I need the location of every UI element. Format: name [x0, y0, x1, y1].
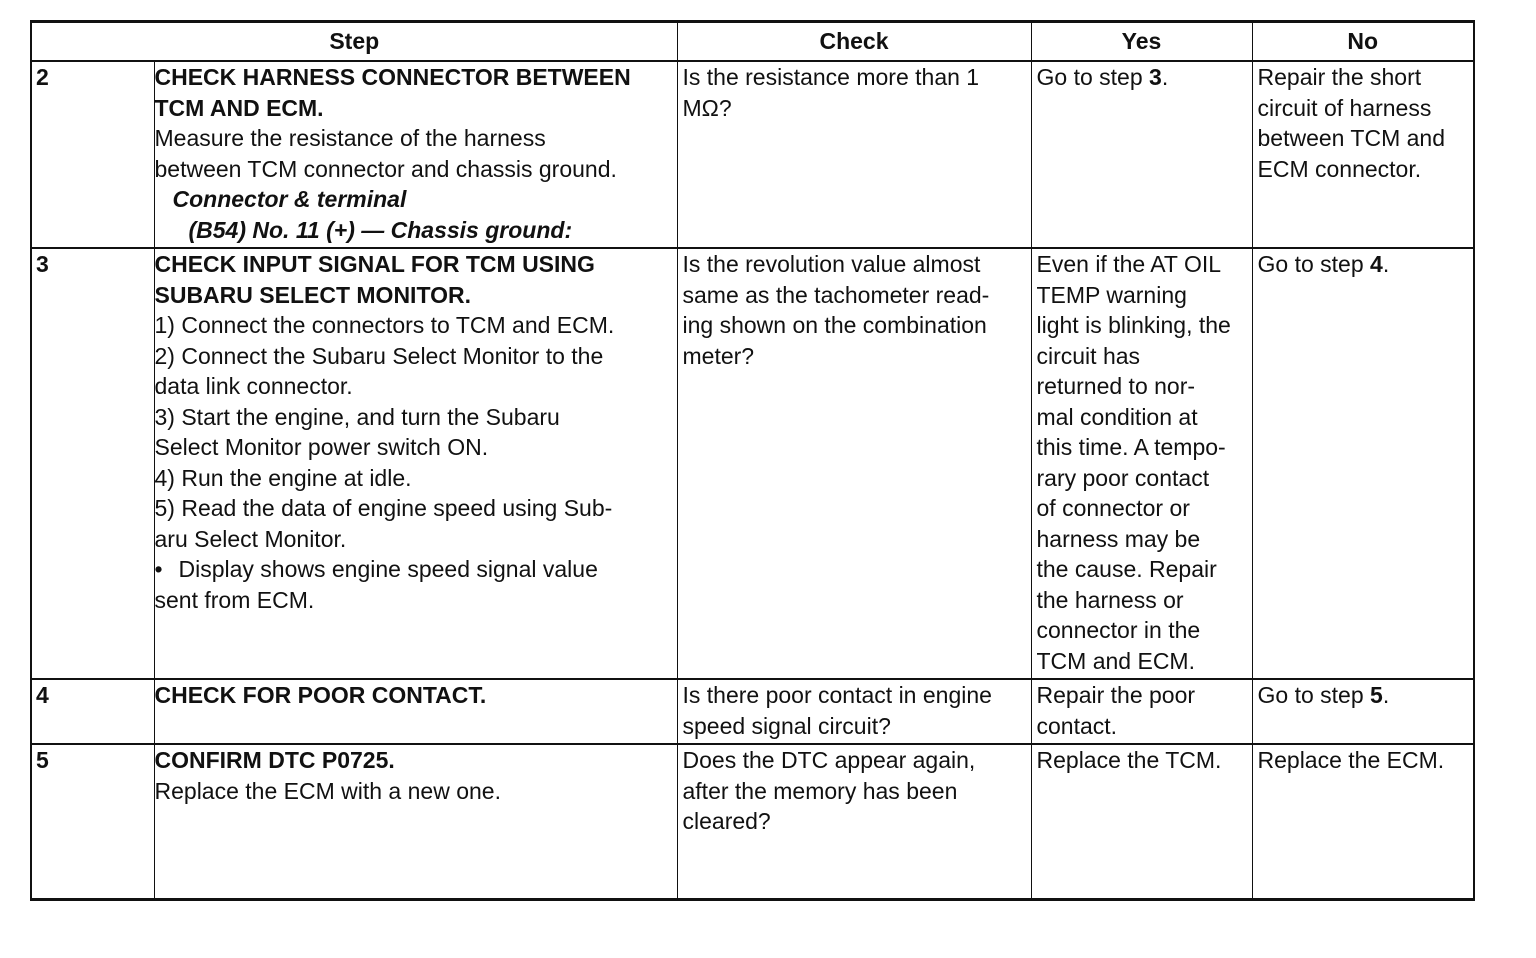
yes-line: contact.: [1036, 712, 1118, 739]
table-row: [31, 248, 1474, 679]
header-yes: Yes: [1031, 22, 1252, 62]
check-line: cleared?: [682, 808, 771, 834]
step-title: CHECK FOR POOR CONTACT.: [154, 682, 487, 708]
no-text: Go to step: [1257, 682, 1371, 708]
step-body-line: aru Select Monitor.: [154, 525, 347, 552]
step-body-line: 1) Connect the connectors to TCM and ECM.: [154, 312, 615, 338]
check-cell: [677, 744, 1031, 899]
yes-line: the harness or: [1036, 586, 1184, 613]
step-description: [154, 679, 677, 744]
check-line: Is there poor contact in engine: [682, 682, 992, 708]
yes-line: TCM and ECM.: [1036, 647, 1195, 674]
yes-step-ref: 3: [1149, 64, 1162, 90]
step-body-line: Replace the ECM with a new one.: [154, 777, 501, 804]
yes-line: circuit has: [1036, 342, 1141, 369]
step-body-line: Measure the resistance of the harness: [154, 125, 546, 151]
no-line: circuit of harness: [1257, 94, 1432, 121]
step-title: TCM AND ECM.: [154, 94, 324, 121]
check-line: Is the revolution value almost: [682, 251, 981, 277]
check-line: Does the DTC appear again,: [682, 747, 976, 773]
no-step-ref: 4: [1370, 251, 1383, 277]
step-number: 2: [31, 61, 154, 248]
step-number: 4: [31, 679, 154, 744]
no-text: Go to step: [1257, 251, 1371, 277]
step-body-line: Select Monitor power switch ON.: [154, 434, 489, 460]
bullet-text-cont: sent from ECM.: [154, 586, 315, 613]
no-cell: [1252, 61, 1474, 248]
diagnostic-table: [30, 20, 1475, 901]
connector-label: Connector & terminal: [172, 186, 407, 212]
yes-line: Replace the TCM.: [1036, 747, 1222, 773]
yes-cell: [1031, 744, 1252, 899]
yes-cell: [1031, 679, 1252, 744]
yes-line: returned to nor-: [1036, 373, 1196, 399]
header-check: Check: [677, 22, 1031, 62]
step-body-line: data link connector.: [154, 373, 353, 399]
header-row: [31, 22, 1474, 62]
check-line: meter?: [682, 342, 755, 369]
no-step-ref: 5: [1370, 682, 1383, 708]
check-cell: [677, 248, 1031, 679]
step-body-line: 3) Start the engine, and turn the Subaru: [154, 403, 560, 430]
table-row: [31, 679, 1474, 744]
no-line: between TCM and: [1257, 125, 1446, 151]
yes-line: the cause. Repair: [1036, 556, 1217, 582]
no-line: Repair the short: [1257, 64, 1422, 90]
yes-line: mal condition at: [1036, 403, 1198, 430]
header-no: No: [1252, 22, 1474, 62]
check-cell: [677, 679, 1031, 744]
yes-text: Go to step: [1036, 64, 1150, 90]
step-body-line: between TCM connector and chassis ground.: [154, 155, 617, 182]
yes-line: this time. A tempo-: [1036, 434, 1226, 460]
no-suffix: .: [1382, 682, 1390, 708]
no-cell: [1252, 744, 1474, 899]
bullet-text: Display shows engine speed signal value: [178, 556, 598, 582]
table-row: [31, 744, 1474, 899]
check-cell: [677, 61, 1031, 248]
check-line: speed signal circuit?: [682, 712, 891, 739]
no-cell: [1252, 679, 1474, 744]
yes-line: Even if the AT OIL: [1036, 251, 1222, 277]
no-line: Replace the ECM.: [1257, 747, 1445, 773]
step-description: [154, 61, 677, 248]
check-line: MΩ?: [682, 94, 732, 121]
yes-line: of connector or: [1036, 495, 1190, 521]
step-body-line: 5) Read the data of engine speed using Sub-: [154, 495, 613, 521]
step-number: 3: [31, 248, 154, 679]
check-line: after the memory has been: [682, 777, 958, 804]
step-title: CHECK HARNESS CONNECTOR BETWEEN: [154, 64, 631, 90]
step-description: [154, 248, 677, 679]
bullet-icon: •: [154, 556, 163, 582]
no-suffix: .: [1382, 251, 1390, 277]
step-title: CONFIRM DTC P0725.: [154, 747, 395, 773]
step-title: CHECK INPUT SIGNAL FOR TCM USING: [154, 251, 595, 277]
step-number: 5: [31, 744, 154, 899]
no-line: ECM connector.: [1257, 155, 1422, 182]
table-row: [31, 61, 1474, 248]
yes-line: TEMP warning: [1036, 281, 1187, 308]
yes-line: connector in the: [1036, 617, 1201, 643]
step-title: SUBARU SELECT MONITOR.: [154, 281, 471, 308]
yes-line: light is blinking, the: [1036, 312, 1231, 338]
step-body-line: 2) Connect the Subaru Select Monitor to the: [154, 342, 604, 369]
step-body-line: 4) Run the engine at idle.: [154, 464, 412, 491]
yes-line: harness may be: [1036, 525, 1201, 552]
check-line: same as the tachometer read-: [682, 281, 990, 308]
no-cell: [1252, 248, 1474, 679]
step-description: [154, 744, 677, 899]
yes-line: rary poor contact: [1036, 464, 1210, 491]
yes-cell: [1031, 61, 1252, 248]
check-line: Is the resistance more than 1: [682, 64, 980, 90]
yes-suffix: .: [1161, 64, 1169, 90]
bullet-item: [155, 554, 673, 585]
connector-value: (B54) No. 11 (+) — Chassis ground:: [188, 216, 573, 243]
header-step: Step: [31, 22, 677, 62]
check-line: ing shown on the combination: [682, 312, 987, 338]
yes-cell: [1031, 248, 1252, 679]
yes-line: Repair the poor: [1036, 682, 1196, 708]
